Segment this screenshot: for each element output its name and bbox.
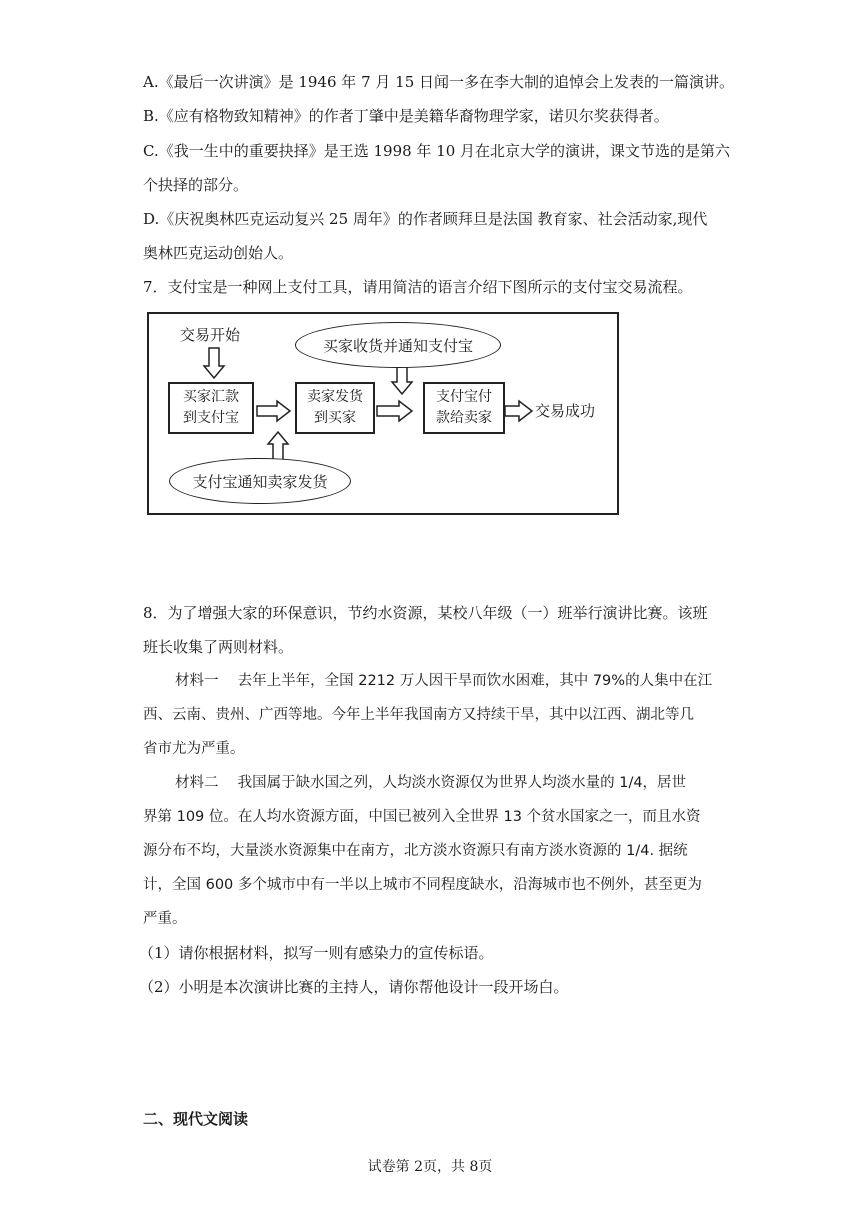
material-2-line5: 严重。 (143, 911, 187, 927)
arrow-box3-end (505, 401, 532, 421)
arrow-box2-box3 (377, 401, 412, 421)
flow-step-alipay-pays-seller (423, 382, 505, 434)
flow-step-alipay-pays-line2: 款给卖家 (436, 410, 492, 426)
option-c-line1: C.《我一生中的重要抉择》是王选 1998 年 10 月在北京大学的演讲，课文节选的是第六 (143, 142, 731, 160)
page-footer: 试卷第 2页，共 8页 (367, 1159, 493, 1175)
arrow-bottom-up (268, 432, 288, 460)
question-7-stem: 7．支付宝是一种网上支付工具，请用简洁的语言介绍下图所示的支付宝交易流程。 (143, 278, 693, 296)
flow-alipay-notifies-ellipse: 支付宝通知卖家发货 (169, 458, 351, 504)
material-1-line2: 西、云南、贵州、广西等地。今年上半年我国南方又持续干旱，其中以江西、湖北等几 (143, 707, 694, 723)
question-8-stem-line1: 8．为了增强大家的环保意识，节约水资源，某校八年级（一）班举行演讲比赛。该班 (143, 604, 708, 622)
flow-step-buyer-pays (168, 382, 254, 434)
flow-start-label: 交易开始 (180, 326, 241, 344)
flow-step-seller-ships-line2: 到买家 (314, 410, 356, 426)
flow-step-buyer-pays-line1: 买家汇款 (183, 389, 239, 405)
flow-step-seller-ships (295, 382, 375, 434)
flow-buyer-confirms-ellipse: 买家收货并通知支付宝 (295, 322, 501, 368)
option-b: B.《应有格物致知精神》的作者丁肇中是美籍华裔物理学家，诺贝尔奖获得者。 (143, 107, 669, 125)
section-2-title: 二、现代文阅读 (143, 1110, 249, 1128)
material-2-line3: 源分布不均，大量淡水资源集中在南方，北方淡水资源只有南方淡水资源的 1/4. 据统 (143, 843, 688, 859)
flow-end-label: 交易成功 (535, 402, 596, 420)
flow-step-alipay-pays-line1: 支付宝付 (436, 389, 492, 405)
arrow-box1-box2 (257, 401, 290, 421)
option-c-line2: 个抉择的部分。 (143, 176, 249, 194)
question-8-stem-line2: 班长收集了两则材料。 (143, 638, 294, 656)
option-d-line2: 奥林匹克运动创始人。 (143, 244, 294, 262)
material-2-line4: 计，全国 600 多个城市中有一半以上城市不同程度缺水，沿海城市也不例外，甚至更为 (143, 877, 702, 893)
material-1-line3: 省市尤为严重。 (143, 741, 245, 757)
option-a: A.《最后一次讲演》是 1946 年 7 月 15 日闻一多在李大制的追悼会上发表的一篇演讲。 (143, 73, 735, 91)
flow-step-seller-ships-line1: 卖家发货 (307, 389, 363, 405)
question-8-sub2: （2）小明是本次演讲比赛的主持人，请你帮他设计一段开场白。 (139, 978, 569, 996)
flow-step-buyer-pays-line2: 到支付宝 (183, 410, 239, 426)
option-d-line1: D.《庆祝奥林匹克运动复兴 25 周年》的作者顾拜旦是法国 教育家、社会活动家,现代 (143, 210, 708, 228)
question-8-sub1: （1）请你根据材料，拟写一则有感染力的宣传标语。 (139, 944, 494, 962)
material-2-line1: 材料二 我国属于缺水国之列，人均淡水资源仅为世界人均淡水量的 1/4，居世 (175, 775, 687, 791)
material-2-line2: 界第 109 位。在人均水资源方面，中国已被列入全世界 13 个贫水国家之一，而且水资 (143, 809, 701, 825)
alipay-flow-diagram (147, 312, 619, 515)
arrow-start-down (204, 348, 224, 378)
material-1-line1: 材料一 去年上半年，全国 2212 万人因干旱而饮水困难，其中 79%的人集中在江 (175, 673, 713, 689)
arrow-top-down (392, 366, 412, 394)
